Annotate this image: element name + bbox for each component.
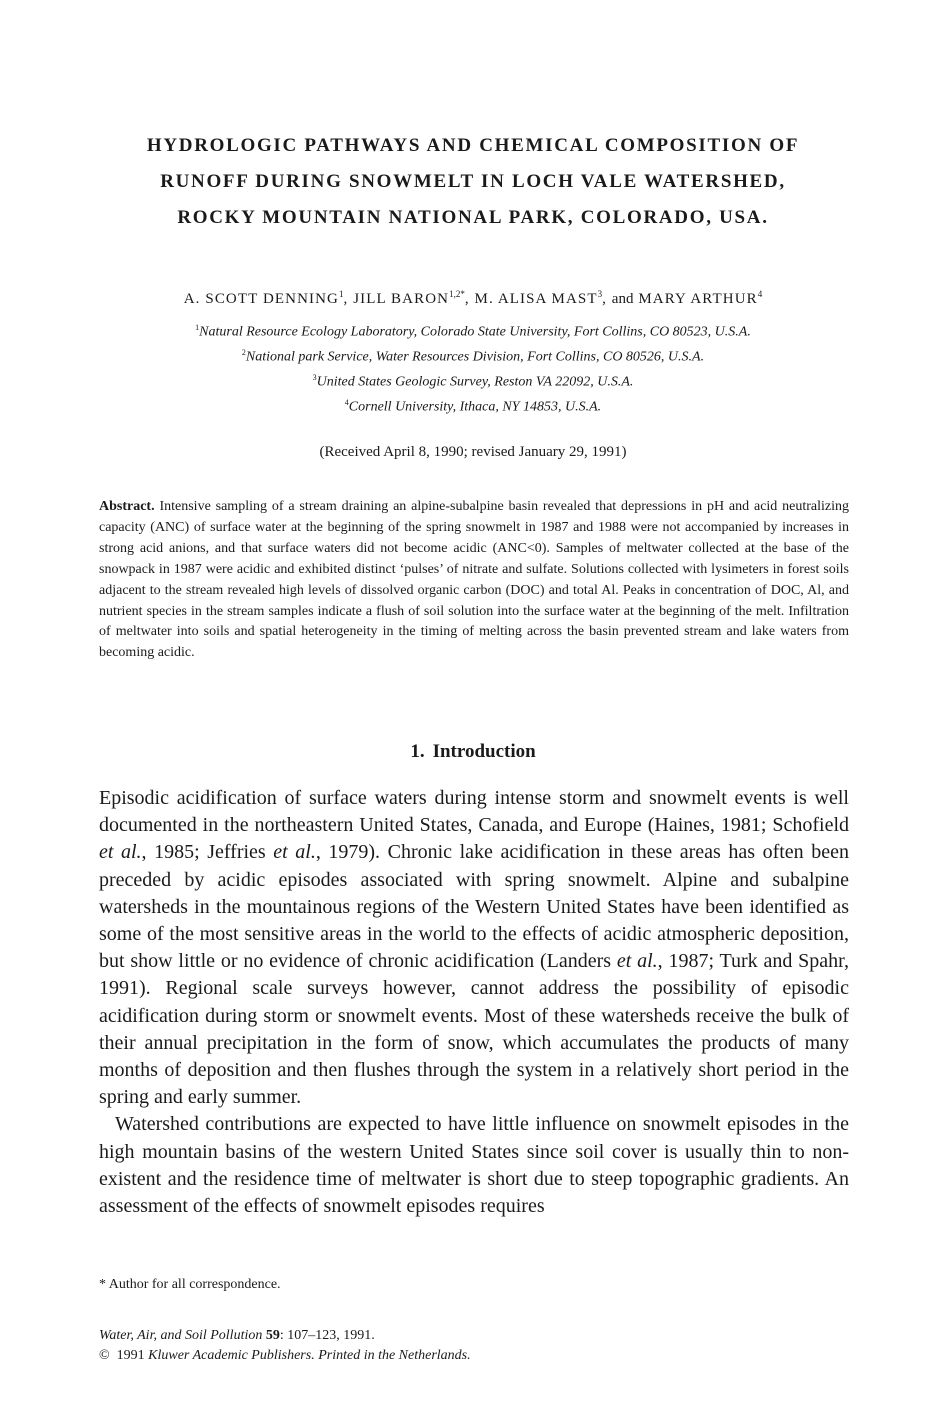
journal-line-2 <box>99 1346 849 1366</box>
affiliation-1-sup: 1 <box>195 323 200 332</box>
author-arthur-affil: 4 <box>757 289 763 299</box>
copyright-year: 1991 <box>116 1348 145 1363</box>
paper-title <box>60 128 886 236</box>
affiliation-4 <box>60 393 886 418</box>
author-list: A. SCOTT DENNING$^1$, JILL $BARON^{1,2*}$, M. ALISA MAST$^3$, and MARY ARTHUR$^4$ <box>183 289 763 307</box>
title-line-3: ROCKY MOUNTAIN NATIONAL PARK, COLORADO, USA. <box>177 207 769 228</box>
intro-p1-text-2: , 1985; Jeffries <box>141 841 274 864</box>
author-mast-affil: 3 <box>597 289 603 299</box>
publisher: Kluwer Academic Publishers. Printed in the Netherlands. <box>148 1348 471 1363</box>
section-title: Introduction <box>432 741 536 762</box>
intro-paragraph-1 <box>99 785 849 1111</box>
intro-p1-etal-1: et al. <box>99 841 142 864</box>
journal-name: Water, Air, and Soil Pollution <box>99 1328 263 1343</box>
received-dates: (Received April 8, 1990; revised January 29, 1991) <box>319 444 627 460</box>
affiliation-1 <box>60 318 886 343</box>
intro-paragraph-2: Watershed contributions are expected to have little influence on snowmelt episodes in the high mountain basins of the western United States since soil cover is usually thin to non-existent and the residence time of meltwater is short due to steep topographic gradients. An assessment of the effects of snowmelt episodes requires <box>99 1113 849 1218</box>
intro-p1-text-3: , 1979). Chronic lake acidification in these areas has often been preceded by acidic episodes associated with spring snowmelt. Alpine and subalpine watersheds in the mountainous regions of the Western United States have been identified as some of the most sensitive areas in the world to the effects of acidic atmospheric deposition, but show little or no evidence of chronic acidification (Landers <box>99 841 849 973</box>
affiliation-2-text: National park Service, Water Resources Division, Fort Collins, CO 80526, U.S.A. <box>245 349 705 365</box>
affiliation-3-text: United States Geologic Survey, Reston VA 22092, U.S.A. <box>316 374 634 390</box>
intro-p1-text-1: Episodic acidification of surface waters during intense storm and snowmelt events is well documented in the northeastern United States, Canada, and Europe (Haines, 1981; Schofield <box>99 787 849 837</box>
intro-p1-etal-3: et al. <box>616 950 658 973</box>
author-and: and <box>611 291 634 307</box>
affiliation-4-sup: 4 <box>344 398 349 408</box>
affiliation-list <box>60 318 886 419</box>
affiliation-2-sup: 2 <box>241 348 246 358</box>
affiliation-1-text: Natural Resource Ecology Laboratory, Colorado State University, Fort Collins, CO 80523, U.S.A. <box>199 324 751 340</box>
journal-citation <box>99 1326 849 1366</box>
introduction-body <box>99 785 849 1220</box>
author-denning: A. SCOTT DENNING <box>183 291 339 307</box>
intro-p1-etal-2: et al. <box>273 841 316 864</box>
abstract <box>99 497 849 664</box>
author-arthur: MARY ARTHUR <box>638 291 758 307</box>
copyright-symbol: © <box>99 1348 110 1363</box>
abstract-text: Intensive sampling of a stream draining an alpine-subalpine basin revealed that depressions in pH and acid neutralizing capacity (ANC) of surface water at the beginning of the spring snowmelt in 1987 and 1988 were not accompanied by increases in strong acid anions, and that surface waters did not become acidic (ANC<0). Samples of meltwater collected at the base of the snowpack in 1987 were acidic and exhibited distinct ‘pulses’ of nitrate and sulfate. Solutions collected with lysimeters in forest soils adjacent to the stream revealed high levels of dissolved organic carbon (DOC) and total Al. Peaks in concentration of DOC, Al, and nutrient species in the stream samples indicate a flush of soil solution into the surface water at the beginning of the melt. Infiltration of meltwater into soils and spatial heterogeneity in the timing of melting across the basin prevented stream and lake waters from becoming acidic. <box>99 499 850 661</box>
journal-line-1 <box>99 1326 849 1346</box>
author-baron: JILL BARON <box>353 291 450 307</box>
intro-p1-text-4: , 1987; Turk and Spahr, 1991). Regional scale surveys however, cannot address the possibility of episodic acidification during storm or snowmelt events. Most of these watersheds receive the bulk of their annual precipitation in the form of snow, which accumulates the products of many months of deposition and then flushes through the system in a relatively short period in the spring and early summer. <box>99 950 849 1109</box>
affiliation-4-text: Cornell University, Ithaca, NY 14853, U.S.A. <box>348 400 602 416</box>
title-line-1: HYDROLOGIC PATHWAYS AND CHEMICAL COMPOSITION OF <box>146 135 800 156</box>
footnote: * Author for all correspondence. <box>99 1277 281 1292</box>
author-mast: M. ALISA MAST <box>474 291 598 307</box>
section-heading <box>60 741 886 763</box>
author-baron-affil: 1,2* <box>449 289 465 299</box>
journal-volume: 59 <box>265 1328 280 1343</box>
section-number: 1. <box>410 741 425 762</box>
journal-pages: : 107–123, 1991. <box>279 1328 375 1343</box>
affiliation-3 <box>60 368 886 393</box>
title-line-2: RUNOFF DURING SNOWMELT IN LOCH VALE WATERSHED, <box>160 171 786 192</box>
affiliation-3-sup: 3 <box>312 373 317 383</box>
abstract-label: Abstract. <box>99 499 155 514</box>
affiliation-2 <box>60 343 886 368</box>
author-denning-affil: 1 <box>339 289 344 299</box>
